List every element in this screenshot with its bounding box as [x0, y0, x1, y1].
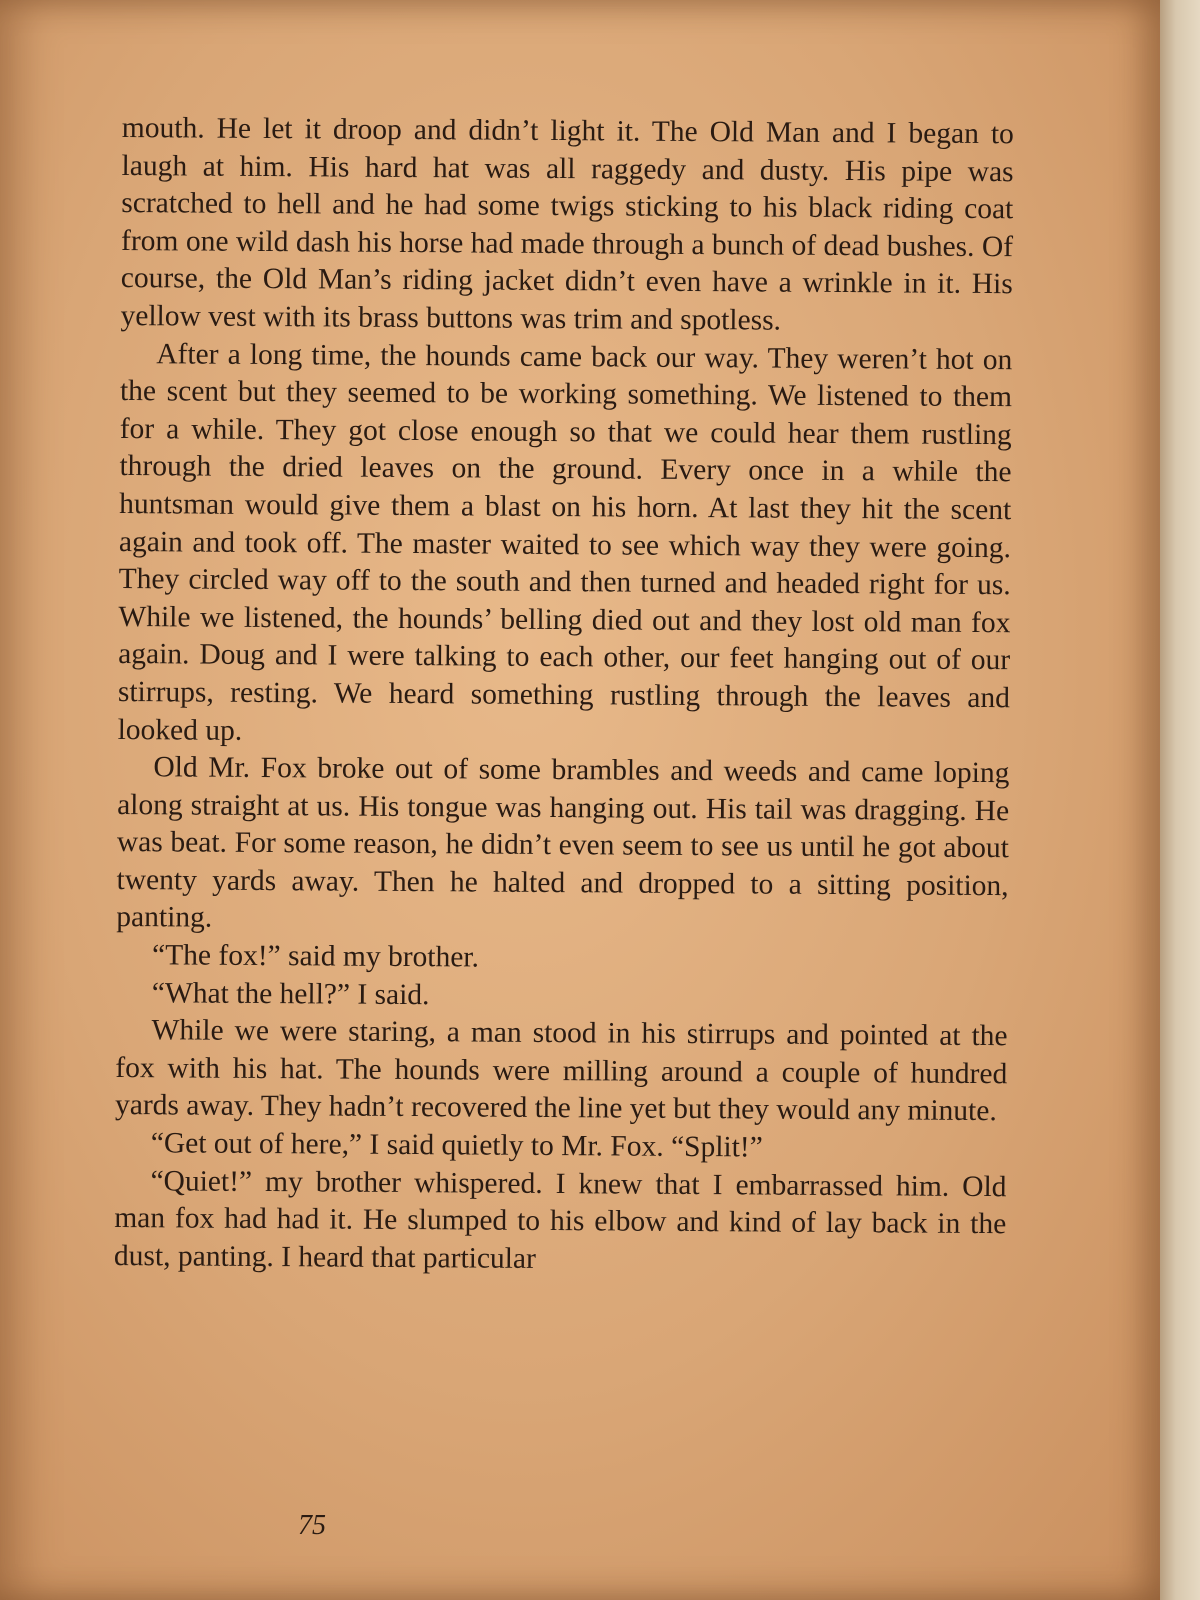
paragraph-6: While we were staring, a man stood in his stirrups and pointed at the fox with his hat. The hounds were milling around a couple of hundred yards away. They hadn’t recovered the line yet but they would any minute.: [114, 1014, 1008, 1128]
paragraph-1: mouth. He let it droop and didn’t light it. The Old Man and I began to laugh at him. His hard hat was all raggedy and dusty. His pipe was scratched to hell and he had some twigs sticking to his black riding coat from one wild dash his horse had made through a bunch of dead bushes. Of course, the Old Man’s riding jacket didn’t even have a wrinkle in it. His yellow vest with its brass buttons was trim and spotless.: [120, 111, 1014, 337]
paragraph-5: “What the hell?” I said.: [151, 976, 430, 1011]
paragraph-8: “Quiet!” my brother whispered. I knew that I embarrassed him. Old man fox had had it. He slumped to his elbow and kind of lay back in the dust, panting. I heard that particular: [113, 1164, 1007, 1275]
page-number: 75: [298, 1510, 326, 1541]
body-text: [114, 110, 1014, 1282]
paragraph-4: “The fox!” said my brother.: [151, 939, 480, 974]
paragraph-2: After a long time, the hounds came back our way. They weren’t hot on the scent but they seemed to be working something. We listened to them for a while. They got close enough so that we could hear them rustling through the dried leaves on the ground. Every once in a while the huntsman would give them a blast on his horn. At last they hit the scent again and took off. The master waited to see which way they were going. They circled way off to the south and then turned and headed right for us. While we listened, the hounds’ belling died out and they lost old man fox again. Doug and I were talking to each other, our feet hanging out of our stirrups, resting. We heard something rustling through the leaves and looked up.: [117, 337, 1013, 747]
paragraph-3: Old Mr. Fox broke out of some brambles and weeds and came loping along straight at us. His tongue was hanging out. His tail was dragging. He was beat. For some reason, he didn’t even seem to see us until he got about twenty yards away. Then he halted and dropped to a sitting position, panting.: [116, 751, 1010, 935]
paragraph-7: “Get out of here,” I said quietly to Mr. Fox. “Split!”: [150, 1127, 763, 1164]
page-edge: [1160, 0, 1200, 1600]
